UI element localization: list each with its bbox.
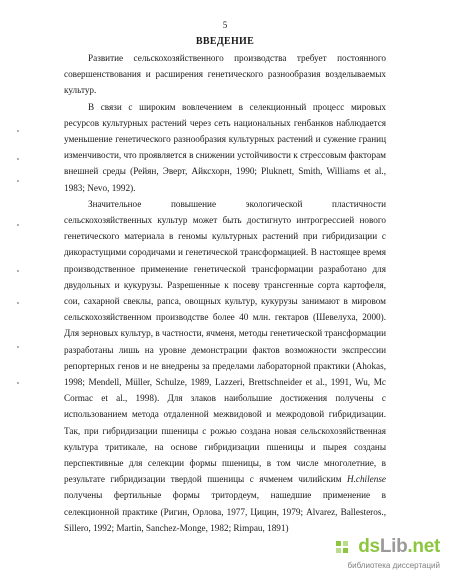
paragraph-2: В связи с широким вовлечением в селекционный процесс мировых ресурсов культурных растений через сеть национальных генбанков наблюдается уменьшение генетического разнообразия культурных растений и сужение границ изменчивости, что проявляется в снижении устойчивости к стрессовым факторам внешней среды (Рейян, Эверт, Айксхорн, 1990; Pluknett, Smith, Williams et al., 1983; Nevo, 1992).	[64, 101, 386, 193]
watermark-subtitle: библиотека диссертаций	[347, 561, 440, 570]
dslib-watermark	[336, 536, 440, 574]
paragraph-1: Развитие сельскохозяйственного производства требует постоянного совершенствования и расширения генетического разнообразия возделываемых культур.	[64, 53, 386, 96]
species-name: H.chilense	[346, 474, 386, 485]
paragraph-3	[64, 196, 386, 536]
dslib-logo-icon	[336, 541, 350, 555]
scan-margin-specks	[17, 120, 21, 420]
watermark-logo: dsLib.net	[358, 536, 440, 557]
section-heading: ВВЕДЕНИЕ	[195, 36, 255, 47]
document-body	[64, 50, 386, 536]
paragraph-3-text: Значительное повышение экологической пластичности сельскохозяйственных культур может быть достигнуто интрогрессией нового генетического материала в геномы культурных растений при гибридизации с дикорастущими сородичами и генетической трансформацией. В настоящее время производственное применение генетической трансформации разработано для двудольных и кукурузы. Разрешенные к посеву трансгенные сорта картофеля, сои, сахарной свеклы, рапса, овощных культур, кукурузы занимают в мировом сельскохозяйственном производстве более 40 млн. гектаров (Шевелуха, 2000). Для зерновых культур, в частности, ячменя, методы генетической трансформации разработаны лишь на уровне демонстрации фактов возможности экспрессии репортерных генов и не внедрены за пределами лабораторной практики (Ahokas, 1998; Mendell, Müller, Schulze, 1989, Lazzeri, Brettschneider et al., 1991, Wu, Mc Cormac et al., 1998). Для злаков наибольшие достижения получены с использованием метода отдаленной межвидовой и межродовой гибридизации. Так, при гибридизации пшеницы с рожью создана новая сельскохозяйственная культура тритикале, на основе гибридизации пшеницы и пырея созданы перспективные для селекции формы пшеницы, в том числе многолетние, в результате гибридизации твердой пшеницы с ячменем чилийским	[64, 198, 386, 485]
page-number: 5	[222, 20, 228, 30]
paragraph-3-continuation: получены фертильные формы тритордеум, нашедшие применение в селекционной практике (Ригин, Орлова, 1977, Цицин, 1979; Alvarez, Ballesteros., Sillero, 1992; Martin, Sanchez-Monge, 1982; Rimpau, 1891)	[64, 490, 386, 533]
